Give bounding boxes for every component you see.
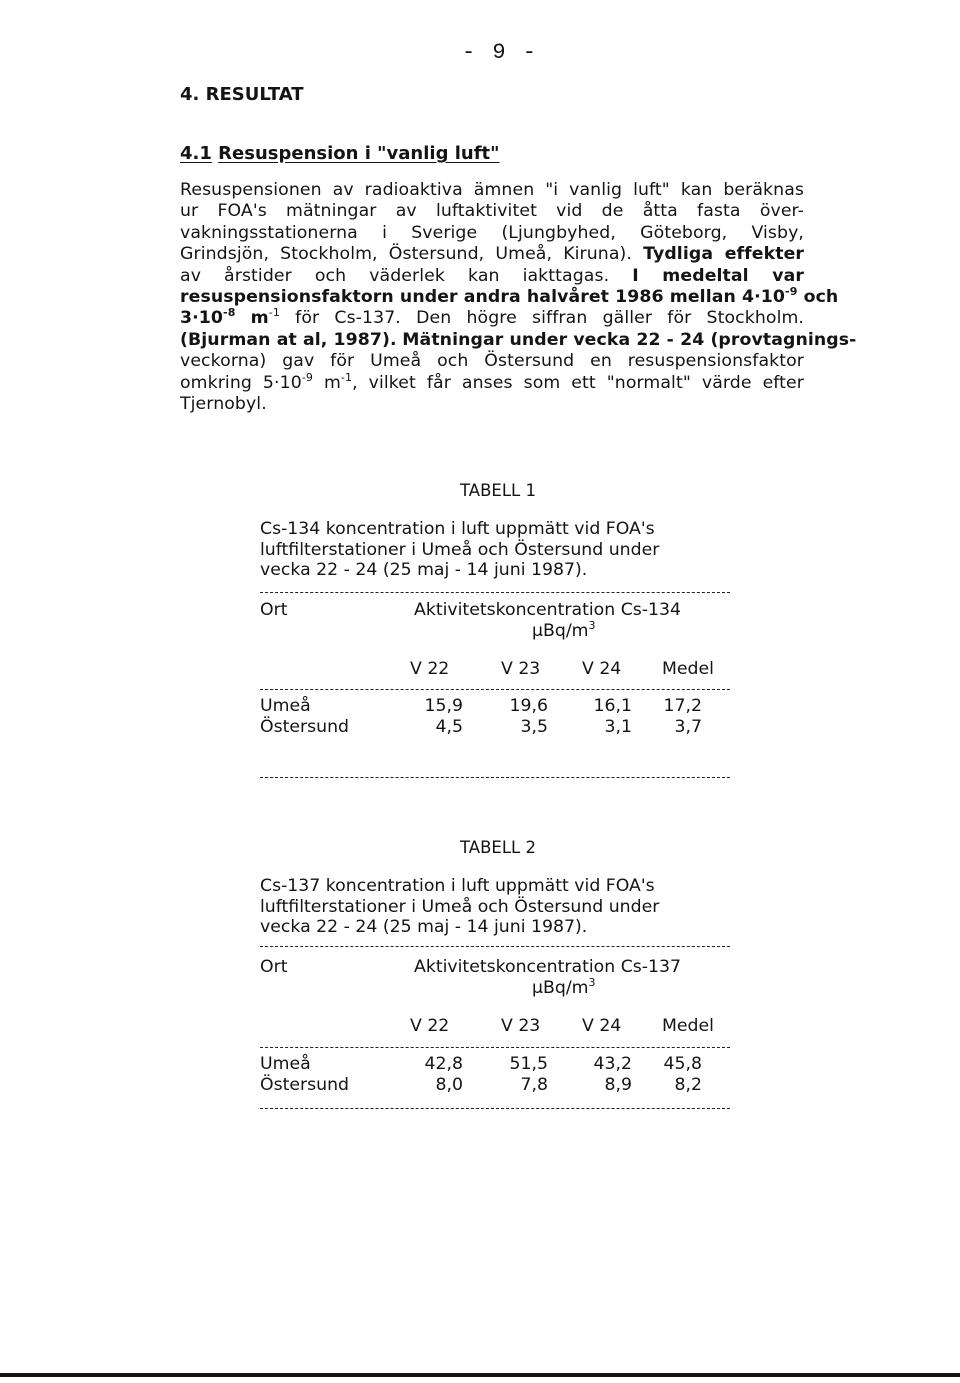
col-header-week: V 22: [410, 1016, 450, 1036]
paragraph-line: [180, 266, 804, 287]
subsection-number: 4.1: [180, 143, 212, 164]
paragraph-text: Grindsjön, Stockholm, Östersund, Umeå, Kiruna).: [180, 244, 632, 265]
page-number: - 9 -: [462, 40, 539, 65]
col-header-week: V 23: [501, 1016, 541, 1036]
table-rule: [260, 946, 730, 947]
exponent: -1: [268, 306, 280, 320]
table-cell-value: 8,9: [604, 1075, 632, 1095]
paragraph-text: resuspensionsfaktorn under andra halvåret 1986 mellan 4·10: [180, 286, 786, 307]
table-caption: [260, 876, 740, 938]
caption-line: vecka 22 - 24 (25 maj - 14 juni 1987).: [260, 917, 588, 938]
col-header-place: Ort: [260, 957, 288, 977]
paragraph-text: m: [323, 372, 341, 393]
table-rule: [260, 1047, 730, 1048]
table-title: TABELL 2: [460, 838, 536, 857]
paragraph-line: [180, 370, 804, 394]
paragraph-text: och: [803, 286, 839, 307]
unit-exponent: 3: [588, 619, 596, 632]
exponent: -9: [301, 370, 313, 384]
paragraph-text: (Bjurman at al, 1987).: [180, 329, 397, 350]
paragraph-text: omkring 5·10: [180, 372, 302, 393]
col-header-mean: Medel: [662, 659, 714, 679]
table-cell-value: 15,9: [424, 696, 463, 716]
table-cell-place: Östersund: [260, 717, 349, 737]
table-cell-value: 3,5: [520, 717, 548, 737]
paragraph-text: av årstider och väderlek kan iakttagas.: [180, 265, 610, 286]
unit-exponent: 3: [588, 976, 596, 989]
paragraph-line: Tjernobyl.: [180, 393, 267, 414]
exponent: -1: [340, 370, 353, 384]
paragraph-line: ur FOA's mätningar av luftaktivitet vid de åtta fasta över-: [180, 201, 804, 222]
table-title: TABELL 1: [460, 481, 536, 500]
section-heading: 4. RESULTAT: [180, 84, 304, 105]
col-header-unit: [532, 621, 595, 641]
page-bottom-border: [0, 1373, 960, 1377]
paragraph-line: Resuspensionen av radioaktiva ämnen "i vanlig luft" kan beräknas: [180, 180, 804, 200]
paragraph-line: [180, 329, 857, 351]
col-header-week: V 24: [582, 1016, 622, 1036]
table-cell-value: 45,8: [663, 1054, 702, 1074]
paragraph-text: I medeltal var: [632, 265, 804, 286]
unit-text: µBq/m: [532, 621, 589, 641]
exponent: -8: [223, 306, 236, 320]
col-header-week: V 22: [410, 659, 450, 679]
paragraph-line: vakningsstationerna i Sverige (Ljungbyhed, Göteborg, Visby,: [180, 222, 804, 243]
table-cell-value: 7,8: [520, 1075, 548, 1095]
table-cell-value: 4,5: [435, 717, 463, 737]
col-header-activity: Aktivitetskoncentration Cs-134: [414, 600, 681, 620]
paragraph-text: 3·10: [180, 308, 224, 329]
paragraph-text: Tydliga effekter: [643, 244, 805, 265]
table-cell-value: 3,7: [674, 717, 702, 737]
exponent: -9: [785, 284, 798, 298]
col-header-activity: Aktivitetskoncentration Cs-137: [414, 957, 681, 977]
table-cell-value: 17,2: [663, 696, 702, 716]
col-header-place: Ort: [260, 600, 288, 620]
paragraph-line: [180, 284, 839, 308]
table-rule: [260, 689, 730, 690]
unit-text: µBq/m: [532, 978, 589, 998]
paragraph-text: , vilket får anses som ett "normalt" värde efter: [352, 372, 804, 393]
paragraph-text: Mätningar under vecka 22 - 24 (provtagnings-: [402, 329, 857, 350]
table-cell-value: 19,6: [509, 696, 548, 716]
table-cell-value: 3,1: [604, 717, 632, 737]
caption-line: Cs-137 koncentration i luft uppmätt vid FOA's: [260, 876, 655, 896]
table-cell-value: 8,0: [435, 1075, 463, 1095]
paragraph-text: m: [250, 308, 269, 329]
col-header-week: V 24: [582, 659, 622, 679]
col-header-mean: Medel: [662, 1016, 714, 1036]
col-header-unit: [532, 978, 595, 998]
table-1: [260, 481, 740, 781]
table-cell-value: 42,8: [424, 1054, 463, 1074]
table-cell-value: 51,5: [509, 1054, 548, 1074]
paragraph-line: [180, 308, 804, 329]
table-cell-place: Umeå: [260, 696, 311, 716]
table-cell-place: Östersund: [260, 1075, 349, 1095]
paragraph-text: Den högre siffran gäller för Stockholm.: [416, 308, 805, 329]
paragraph-text: för Cs-137.: [295, 308, 401, 329]
caption-line: luftfilterstationer i Umeå och Östersund under: [260, 896, 660, 917]
paragraph-line: veckorna) gav för Umeå och Östersund en resuspensionsfaktor: [180, 351, 804, 372]
col-header-week: V 23: [501, 659, 541, 679]
table-rule: [260, 777, 730, 778]
paragraph-line: [180, 244, 804, 265]
caption-line: Cs-134 koncentration i luft uppmätt vid FOA's: [260, 519, 655, 539]
body-paragraph: [180, 180, 857, 415]
table-2: [260, 838, 740, 1118]
table-rule: [260, 592, 730, 593]
table-cell-value: 16,1: [593, 696, 632, 716]
table-cell-value: 43,2: [593, 1054, 632, 1074]
table-cell-place: Umeå: [260, 1054, 311, 1074]
subsection-title: Resuspension i "vanlig luft": [218, 143, 500, 164]
table-caption: [260, 519, 740, 581]
caption-line: luftfilterstationer i Umeå och Östersund under: [260, 539, 660, 560]
table-rule: [260, 1108, 730, 1109]
subsection-heading: [180, 143, 500, 164]
caption-line: vecka 22 - 24 (25 maj - 14 juni 1987).: [260, 560, 588, 581]
table-cell-value: 8,2: [674, 1075, 702, 1095]
